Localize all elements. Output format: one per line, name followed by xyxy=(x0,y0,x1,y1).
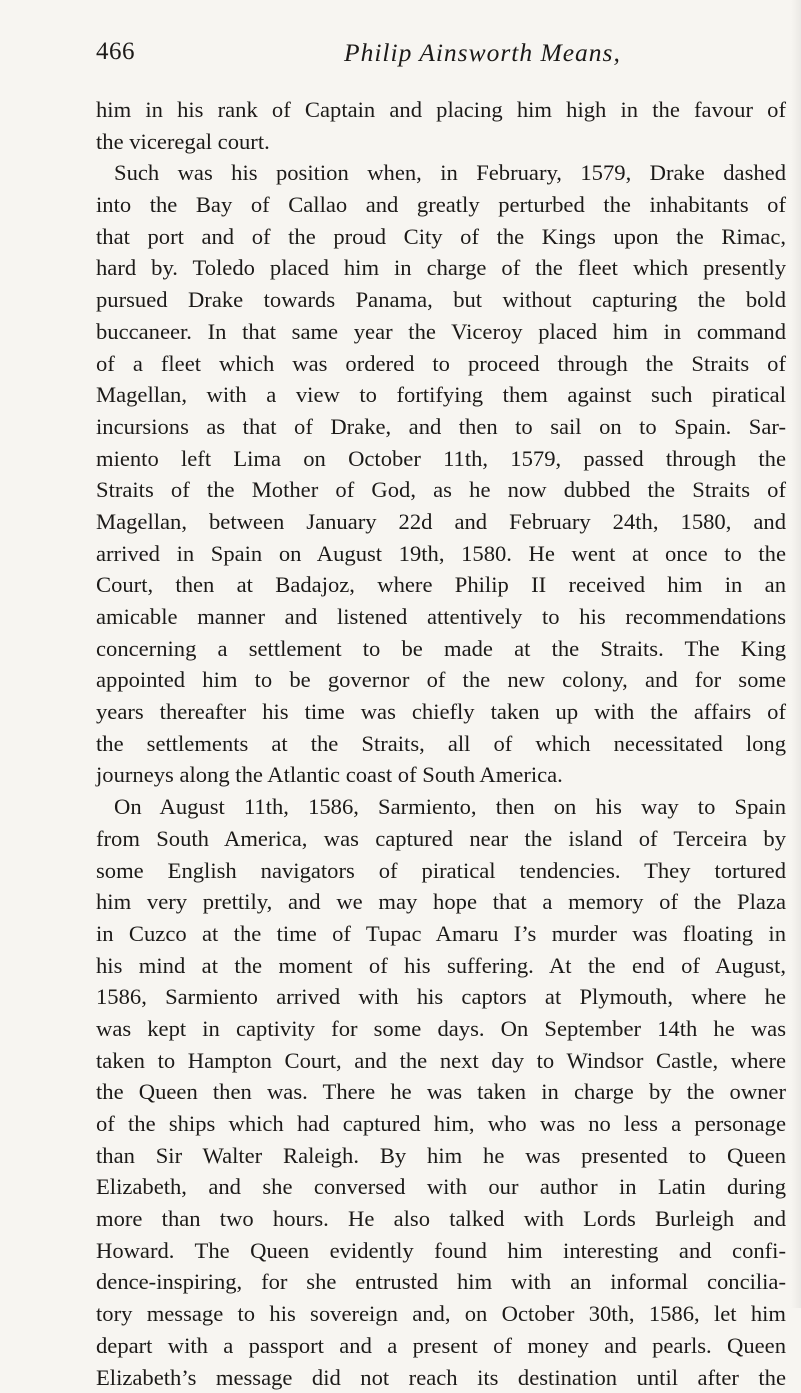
text-line: Such was his position when, in February, 1579, Drake dashed xyxy=(96,157,786,189)
text-line: arrived in Spain on August 19th, 1580. He went at once to the xyxy=(96,538,786,570)
text-line: Straits of the Mother of God, as he now dubbed the Straits of xyxy=(96,474,786,506)
body-text xyxy=(96,94,786,1393)
text-line: was kept in captivity for some days. On September 14th he was xyxy=(96,1013,786,1045)
text-line: Howard. The Queen evidently found him interesting and confi- xyxy=(96,1235,786,1267)
text-line: tory message to his sovereign and, on October 30th, 1586, let him xyxy=(96,1298,786,1330)
text-line: years thereafter his time was chiefly taken up with the affairs of xyxy=(96,696,786,728)
text-line: Magellan, between January 22d and February 24th, 1580, and xyxy=(96,506,786,538)
page-header xyxy=(96,38,786,78)
text-line: On August 11th, 1586, Sarmiento, then on his way to Spain xyxy=(96,791,786,823)
text-line: incursions as that of Drake, and then to sail on to Spain. Sar- xyxy=(96,411,786,443)
text-line: than Sir Walter Raleigh. By him he was presented to Queen xyxy=(96,1140,786,1172)
text-line: buccaneer. In that same year the Viceroy placed him in command xyxy=(96,316,786,348)
text-line: appointed him to be governor of the new colony, and for some xyxy=(96,664,786,696)
text-line: Magellan, with a view to fortifying them against such piratical xyxy=(96,379,786,411)
text-line: dence-inspiring, for she entrusted him with an informal concilia- xyxy=(96,1266,786,1298)
text-line: Elizabeth’s message did not reach its destination until after the xyxy=(96,1362,786,1393)
text-line: hard by. Toledo placed him in charge of the fleet which presently xyxy=(96,252,786,284)
text-line: him very prettily, and we may hope that a memory of the Plaza xyxy=(96,886,786,918)
text-line: depart with a passport and a present of money and pearls. Queen xyxy=(96,1330,786,1362)
text-line: from South America, was captured near the island of Terceira by xyxy=(96,823,786,855)
text-line: Court, then at Badajoz, where Philip II received him in an xyxy=(96,569,786,601)
text-line: amicable manner and listened attentively to his recommendations xyxy=(96,601,786,633)
text-line: the viceregal court. xyxy=(96,126,786,158)
text-line: more than two hours. He also talked with Lords Burleigh and xyxy=(96,1203,786,1235)
text-line: into the Bay of Callao and greatly perturbed the inhabitants of xyxy=(96,189,786,221)
text-line: Elizabeth, and she conversed with our author in Latin during xyxy=(96,1171,786,1203)
text-line: of a fleet which was ordered to proceed through the Straits of xyxy=(96,348,786,380)
text-line: of the ships which had captured him, who was no less a personage xyxy=(96,1108,786,1140)
text-line: the Queen then was. There he was taken in charge by the owner xyxy=(96,1076,786,1108)
text-line: his mind at the moment of his suffering. At the end of August, xyxy=(96,950,786,982)
text-line: journeys along the Atlantic coast of South America. xyxy=(96,759,786,791)
text-line: 1586, Sarmiento arrived with his captors at Plymouth, where he xyxy=(96,981,786,1013)
page-edge-shadow xyxy=(791,0,801,1308)
text-line: him in his rank of Captain and placing him high in the favour of xyxy=(96,94,786,126)
text-line: some English navigators of piratical tendencies. They tortured xyxy=(96,855,786,887)
page-number: 466 xyxy=(96,38,135,66)
text-line: pursued Drake towards Panama, but without capturing the bold xyxy=(96,284,786,316)
running-head: Philip Ainsworth Means, xyxy=(344,38,621,68)
text-line: taken to Hampton Court, and the next day to Windsor Castle, where xyxy=(96,1045,786,1077)
text-line: in Cuzco at the time of Tupac Amaru I’s murder was floating in xyxy=(96,918,786,950)
text-line: that port and of the proud City of the Kings upon the Rimac, xyxy=(96,221,786,253)
text-line: concerning a settlement to be made at the Straits. The King xyxy=(96,633,786,665)
text-line: miento left Lima on October 11th, 1579, passed through the xyxy=(96,443,786,475)
text-line: the settlements at the Straits, all of which necessitated long xyxy=(96,728,786,760)
